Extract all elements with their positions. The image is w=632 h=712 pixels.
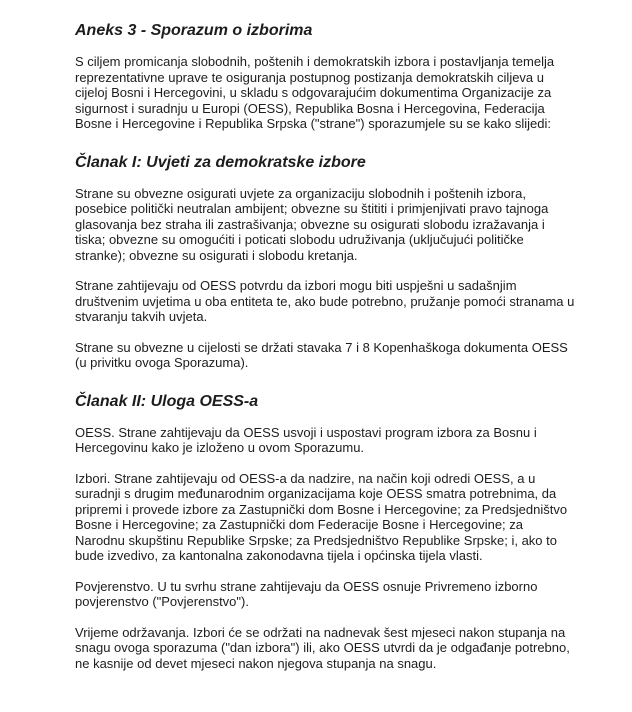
document-title: Aneks 3 - Sporazum o izborima: [75, 22, 313, 39]
article2-heading: Članak II: Uloga OESS-a: [75, 392, 259, 410]
intro-paragraph: S ciljem promicanja slobodnih, poštenih i demokratskih izbora i postavljanja temelja reprezentativne uprave te osiguranja postupnog postizanja demokratskih ciljeva u cijeloj Bosni i Hercegovini, u skladu s odgovarajućim dokumentima Organizacije za sigurnost i suradnju u Europi (OESS), Republika Bosna i Hercegovina, Federacija Bosne i Hercegovine i Republika Srpska ("strane") sporazumjele su se kako slijedi:: [75, 54, 555, 131]
article2-paragraph-2: Izbori. Strane zahtijevaju od OESS-a da nadzire, na način koji odredi OESS, a u suradnji s drugim međunarodnim organizacijama koje OESS smatra potrebnima, da pripremi i provede izbore za Zastupnički dom Bosne i Hercegovine; za Predsjedništvo Bosne i Hercegovine; za Zastupnički dom Federacije Bosne i Hercegovine; za Narodnu skupštinu Republike Srpske; za Predsjedništvo Republike Srpske; i, ako to bude izvedivo, za kantonalna zakonodavna tijela i općinska tijela vlasti.: [75, 470, 568, 563]
article2-paragraph-3: Povjerenstvo. U tu svrhu strane zahtijevaju da OESS osnuje Privremeno izborno povjerenstvo ("Povjerenstvo").: [75, 578, 538, 609]
article1-heading: Članak I: Uvjeti za demokratske izbore: [75, 153, 366, 171]
article1-paragraph-1: Strane su obvezne osigurati uvjete za organizaciju slobodnih i poštenih izbora, posebice politički neutralan ambijent; obvezne su štititi i primjenjivati pravo tajnoga glasovanja bez straha ili zastrašivanja; obvezne su osigurati slobodu izražavanja i tiska; obvezne su omogućiti i poticati slobodu udruživanja (uključujući političke stranke); obvezne su osigurati i slobodu kretanja.: [75, 185, 549, 263]
article1-paragraph-2: Strane zahtijevaju od OESS potvrdu da izbori mogu biti uspješni u sadašnjim društvenim uvjetima u oba entiteta te, ako bude potrebno, pružanje pomoći stranama u stvaranju takvih uvjeta.: [75, 278, 575, 324]
article1-paragraph-3: Strane su obvezne u cijelosti se držati stavaka 7 i 8 Kopenhaškoga dokumenta OESS (u privitku ovoga Sporazuma).: [75, 339, 568, 370]
article2-paragraph-1: OESS. Strane zahtijevaju da OESS usvoji i uspostavi program izbora za Bosnu i Hercegovinu kako je izloženo u ovom Sporazumu.: [75, 424, 537, 455]
article2-paragraph-4: Vrijeme održavanja. Izbori će se održati na nadnevak šest mjeseci nakon stupanja na snagu ovoga sporazuma ("dan izbora") ili, ako OESS utvrdi da je odgađanje potrebno, ne kasnije od devet mjeseci nakon njegova stupanja na snagu.: [75, 624, 570, 671]
